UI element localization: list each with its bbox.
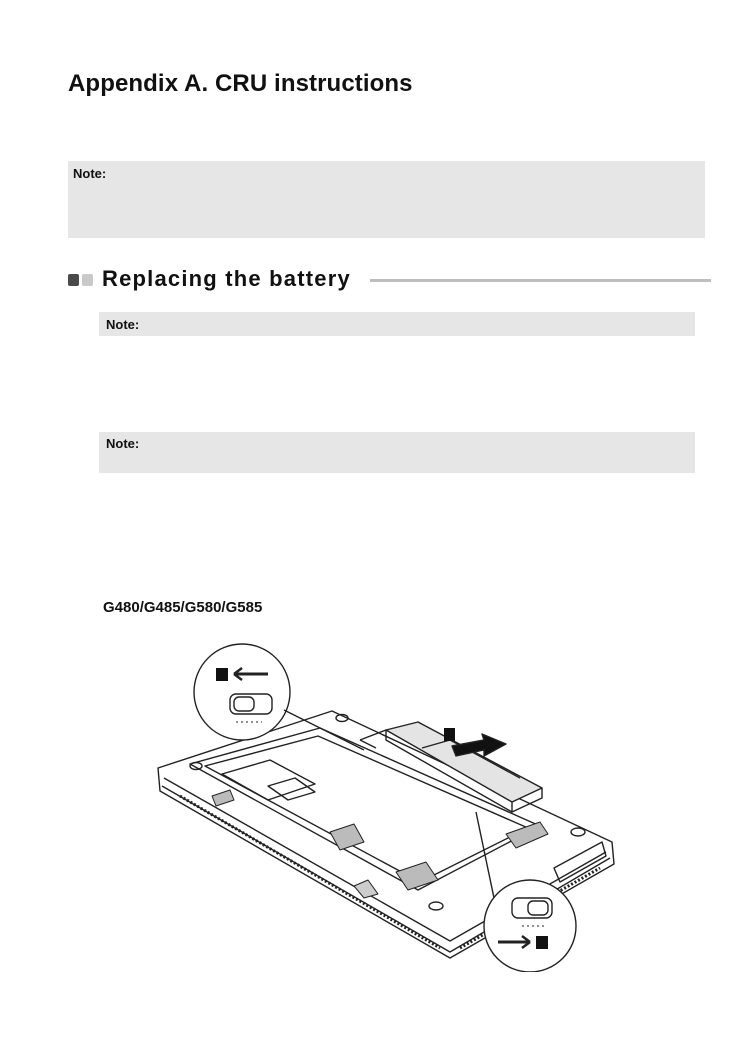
note-box	[99, 312, 695, 336]
step-3-marker	[536, 936, 548, 949]
section-marker-light	[82, 274, 93, 286]
page-title: Appendix A. CRU instructions	[68, 70, 413, 97]
note-label: Note:	[106, 436, 140, 451]
section-marker-dark	[68, 274, 79, 286]
note-box	[68, 161, 705, 238]
section-heading	[68, 264, 711, 296]
section-rule	[370, 279, 711, 282]
model-label: G480/G485/G580/G585	[103, 599, 263, 616]
note-box	[99, 432, 695, 473]
note-label: Note:	[106, 317, 140, 332]
battery-removal-illustration	[150, 636, 630, 972]
note-label: Note:	[73, 166, 107, 181]
step-1-marker	[216, 668, 228, 681]
section-title: Replacing the battery	[102, 266, 351, 291]
step-2-marker	[444, 728, 455, 741]
